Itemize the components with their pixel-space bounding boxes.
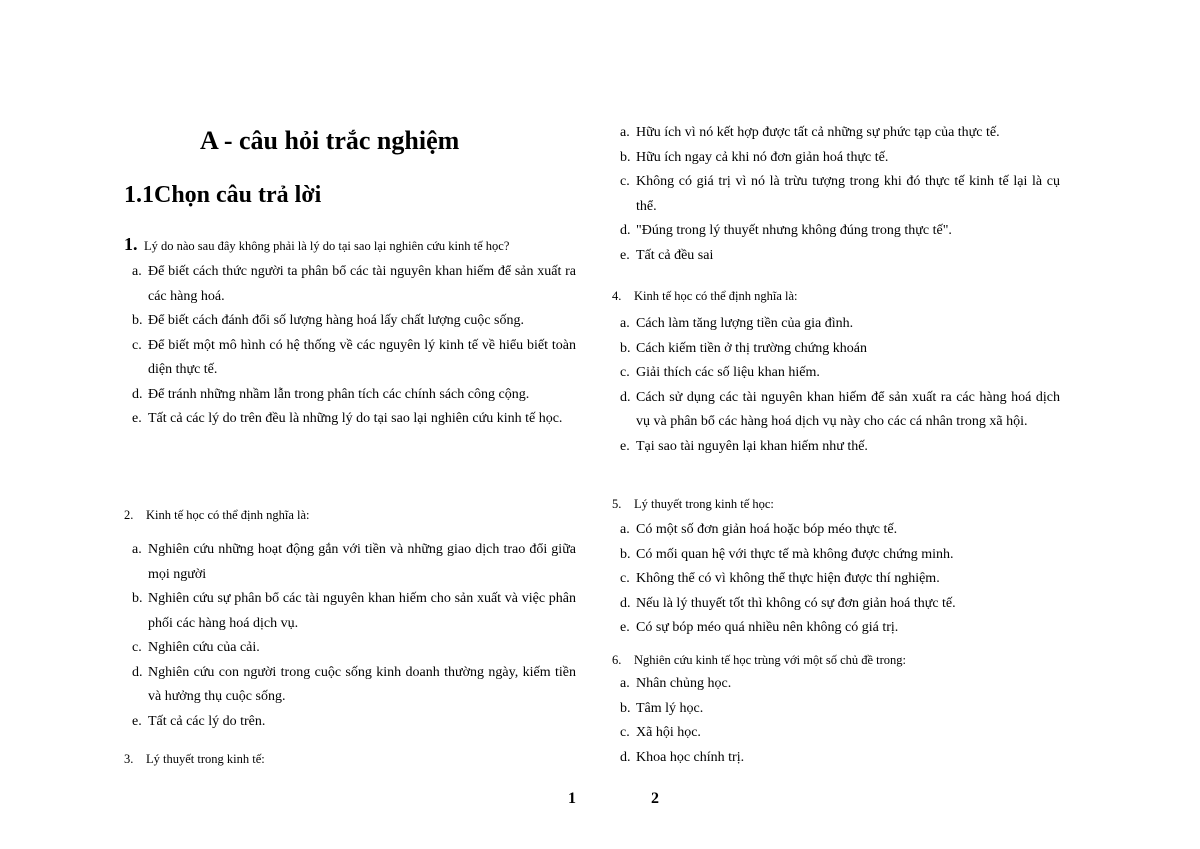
question-6 bbox=[612, 653, 906, 668]
answer-option bbox=[132, 661, 576, 710]
answer-option bbox=[620, 312, 1060, 337]
option-letter: a. bbox=[620, 316, 630, 331]
option-letter: d. bbox=[620, 595, 631, 611]
section-heading: 1.1Chọn câu trả lời bbox=[124, 182, 322, 208]
option-text: Không thể có vì không thể thực hiện được thí nghiệm. bbox=[636, 571, 940, 586]
question-text: Lý do nào sau đây không phải là lý do tại sao lại nghiên cứu kinh tế học? bbox=[144, 239, 510, 253]
option-letter: c. bbox=[620, 174, 630, 189]
question-text: Lý thuyết trong kinh tế học: bbox=[634, 497, 774, 511]
option-text: Không có giá trị vì nó là trừu tượng trong khi đó thực tế kinh tế lại là cụ thể. bbox=[636, 174, 1060, 214]
option-text: Khoa học chính trị. bbox=[636, 749, 745, 765]
answer-option bbox=[132, 383, 576, 408]
question-text: Kinh tế học có thể định nghĩa là: bbox=[146, 508, 310, 522]
option-text: Giải thích các số liệu khan hiếm. bbox=[636, 365, 820, 380]
answer-option bbox=[620, 435, 1060, 460]
answer-option bbox=[620, 121, 1060, 146]
option-letter: e. bbox=[132, 411, 142, 426]
option-letter: a. bbox=[132, 264, 142, 279]
option-letter: c. bbox=[620, 725, 630, 740]
option-text: Tất cả các lý do trên đều là những lý do tại sao lại nghiên cứu kinh tế học. bbox=[148, 411, 563, 426]
answer-option bbox=[620, 146, 1060, 171]
answer-option bbox=[132, 710, 576, 735]
option-text: Cách kiếm tiền ở thị trường chứng khoán bbox=[636, 340, 867, 356]
answer-option bbox=[132, 334, 576, 383]
option-letter: e. bbox=[132, 713, 142, 729]
option-letter: e. bbox=[620, 620, 630, 635]
option-letter: b. bbox=[620, 546, 631, 562]
option-text: Nghiên cứu con người trong cuộc sống kinh doanh thường ngày, kiếm tiền và hưởng thụ cuộc sống. bbox=[148, 664, 576, 704]
question-3 bbox=[124, 752, 265, 767]
answer-option bbox=[620, 567, 1060, 592]
answer-option bbox=[620, 361, 1060, 386]
answer-option bbox=[620, 170, 1060, 219]
option-letter: b. bbox=[132, 313, 143, 328]
page-number-left: 1 bbox=[568, 790, 576, 807]
option-text: Tất cả đều sai bbox=[636, 247, 714, 263]
option-text: Nhân chủng học. bbox=[636, 676, 732, 691]
answer-list-q5 bbox=[620, 518, 1060, 641]
answer-list-q4 bbox=[620, 312, 1060, 459]
option-letter: d. bbox=[132, 386, 143, 402]
option-text: Nghiên cứu sự phân bổ các tài nguyên khan hiếm cho sản xuất và việc phân phối các hàng hoá dịch vụ. bbox=[148, 591, 576, 631]
option-text: Cách làm tăng lượng tiền của gia đình. bbox=[636, 316, 854, 331]
option-letter: a. bbox=[620, 125, 630, 140]
option-letter: e. bbox=[620, 438, 630, 454]
answer-list-q3 bbox=[620, 121, 1060, 268]
question-1 bbox=[124, 234, 509, 255]
answer-list-q6 bbox=[620, 672, 1060, 770]
question-number: 5. bbox=[612, 497, 622, 511]
answer-option bbox=[132, 587, 576, 636]
option-letter: b. bbox=[620, 700, 631, 716]
answer-option bbox=[132, 309, 576, 334]
question-number: 1. bbox=[124, 234, 138, 254]
answer-option bbox=[132, 407, 576, 432]
option-letter: e. bbox=[620, 247, 630, 263]
answer-option bbox=[620, 386, 1060, 435]
option-letter: a. bbox=[620, 522, 630, 537]
option-text: Tâm lý học. bbox=[636, 700, 704, 716]
option-letter: d. bbox=[620, 223, 631, 238]
answer-option bbox=[132, 636, 576, 661]
option-text: Xã hội học. bbox=[636, 725, 701, 740]
question-text: Kinh tế học có thể định nghĩa là: bbox=[634, 289, 798, 303]
answer-option bbox=[620, 672, 1060, 697]
option-letter: c. bbox=[132, 640, 142, 655]
answer-list-q1 bbox=[132, 260, 576, 432]
answer-option bbox=[620, 337, 1060, 362]
option-text: Có mối quan hệ với thực tế mà không được chứng minh. bbox=[636, 546, 954, 562]
option-letter: b. bbox=[620, 149, 631, 165]
option-letter: d. bbox=[620, 389, 631, 405]
answer-list-q2 bbox=[132, 538, 576, 734]
answer-option bbox=[132, 260, 576, 309]
option-letter: a. bbox=[620, 676, 630, 691]
option-text: Nếu là lý thuyết tốt thì không có sự đơn giản hoá thực tế. bbox=[636, 595, 956, 611]
option-letter: b. bbox=[132, 591, 143, 606]
option-text: Hữu ích vì nó kết hợp được tất cả những sự phức tạp của thực tế. bbox=[636, 125, 1000, 140]
answer-option bbox=[620, 543, 1060, 568]
answer-option bbox=[620, 746, 1060, 771]
option-letter: c. bbox=[132, 337, 142, 353]
answer-option bbox=[620, 244, 1060, 269]
answer-option bbox=[620, 592, 1060, 617]
answer-option bbox=[620, 721, 1060, 746]
answer-option bbox=[620, 219, 1060, 244]
page-number-right: 2 bbox=[651, 790, 659, 807]
option-text: Nghiên cứu của cải. bbox=[148, 640, 260, 655]
option-text: Có sự bóp méo quá nhiều nên không có giá trị. bbox=[636, 620, 899, 635]
option-text: Tại sao tài nguyên lại khan hiếm như thế. bbox=[636, 438, 868, 454]
question-5 bbox=[612, 497, 774, 512]
question-number: 6. bbox=[612, 653, 622, 667]
option-text: Nghiên cứu những hoạt động gắn với tiền và những giao dịch trao đổi giữa mọi người bbox=[148, 542, 576, 582]
option-letter: a. bbox=[132, 542, 142, 557]
question-number: 2. bbox=[124, 508, 134, 522]
option-letter: c. bbox=[620, 365, 630, 380]
option-text: Tất cả các lý do trên. bbox=[148, 713, 266, 729]
answer-option bbox=[620, 616, 1060, 641]
option-letter: b. bbox=[620, 340, 631, 356]
question-number: 3. bbox=[124, 752, 134, 766]
option-letter: d. bbox=[132, 664, 143, 680]
answer-option bbox=[620, 518, 1060, 543]
option-letter: d. bbox=[620, 749, 631, 765]
question-number: 4. bbox=[612, 289, 622, 303]
option-text: "Đúng trong lý thuyết nhưng không đúng trong thực tế". bbox=[636, 223, 952, 238]
question-text: Nghiên cứu kinh tế học trùng với một số chủ đề trong: bbox=[634, 653, 907, 667]
option-text: Hữu ích ngay cả khi nó đơn giản hoá thực tế. bbox=[636, 149, 889, 165]
answer-option bbox=[132, 538, 576, 587]
option-text: Để biết một mô hình có hệ thống về các nguyên lý kinh tế về hiểu biết toàn diện thực tế. bbox=[148, 337, 576, 377]
option-text: Để biết cách đánh đổi số lượng hàng hoá lấy chất lượng cuộc sống. bbox=[148, 313, 524, 328]
page-title: A - câu hỏi trắc nghiệm bbox=[200, 126, 460, 155]
question-4 bbox=[612, 289, 798, 304]
option-text: Để tránh những nhầm lẫn trong phân tích các chính sách công cộng. bbox=[148, 386, 530, 402]
option-text: Có một số đơn giản hoá hoặc bóp méo thực tế. bbox=[636, 522, 898, 537]
option-text: Cách sử dụng các tài nguyên khan hiếm để sản xuất ra các hàng hoá dịch vụ và phân bổ các hàng hoá dịch vụ này cho các cá nhân trong xã hội. bbox=[636, 389, 1060, 429]
option-text: Để biết cách thức người ta phân bổ các tài nguyên khan hiếm để sản xuất ra các hàng hoá. bbox=[148, 264, 576, 304]
option-letter: c. bbox=[620, 571, 630, 586]
answer-option bbox=[620, 697, 1060, 722]
question-2 bbox=[124, 508, 310, 523]
question-text: Lý thuyết trong kinh tế: bbox=[146, 752, 265, 766]
